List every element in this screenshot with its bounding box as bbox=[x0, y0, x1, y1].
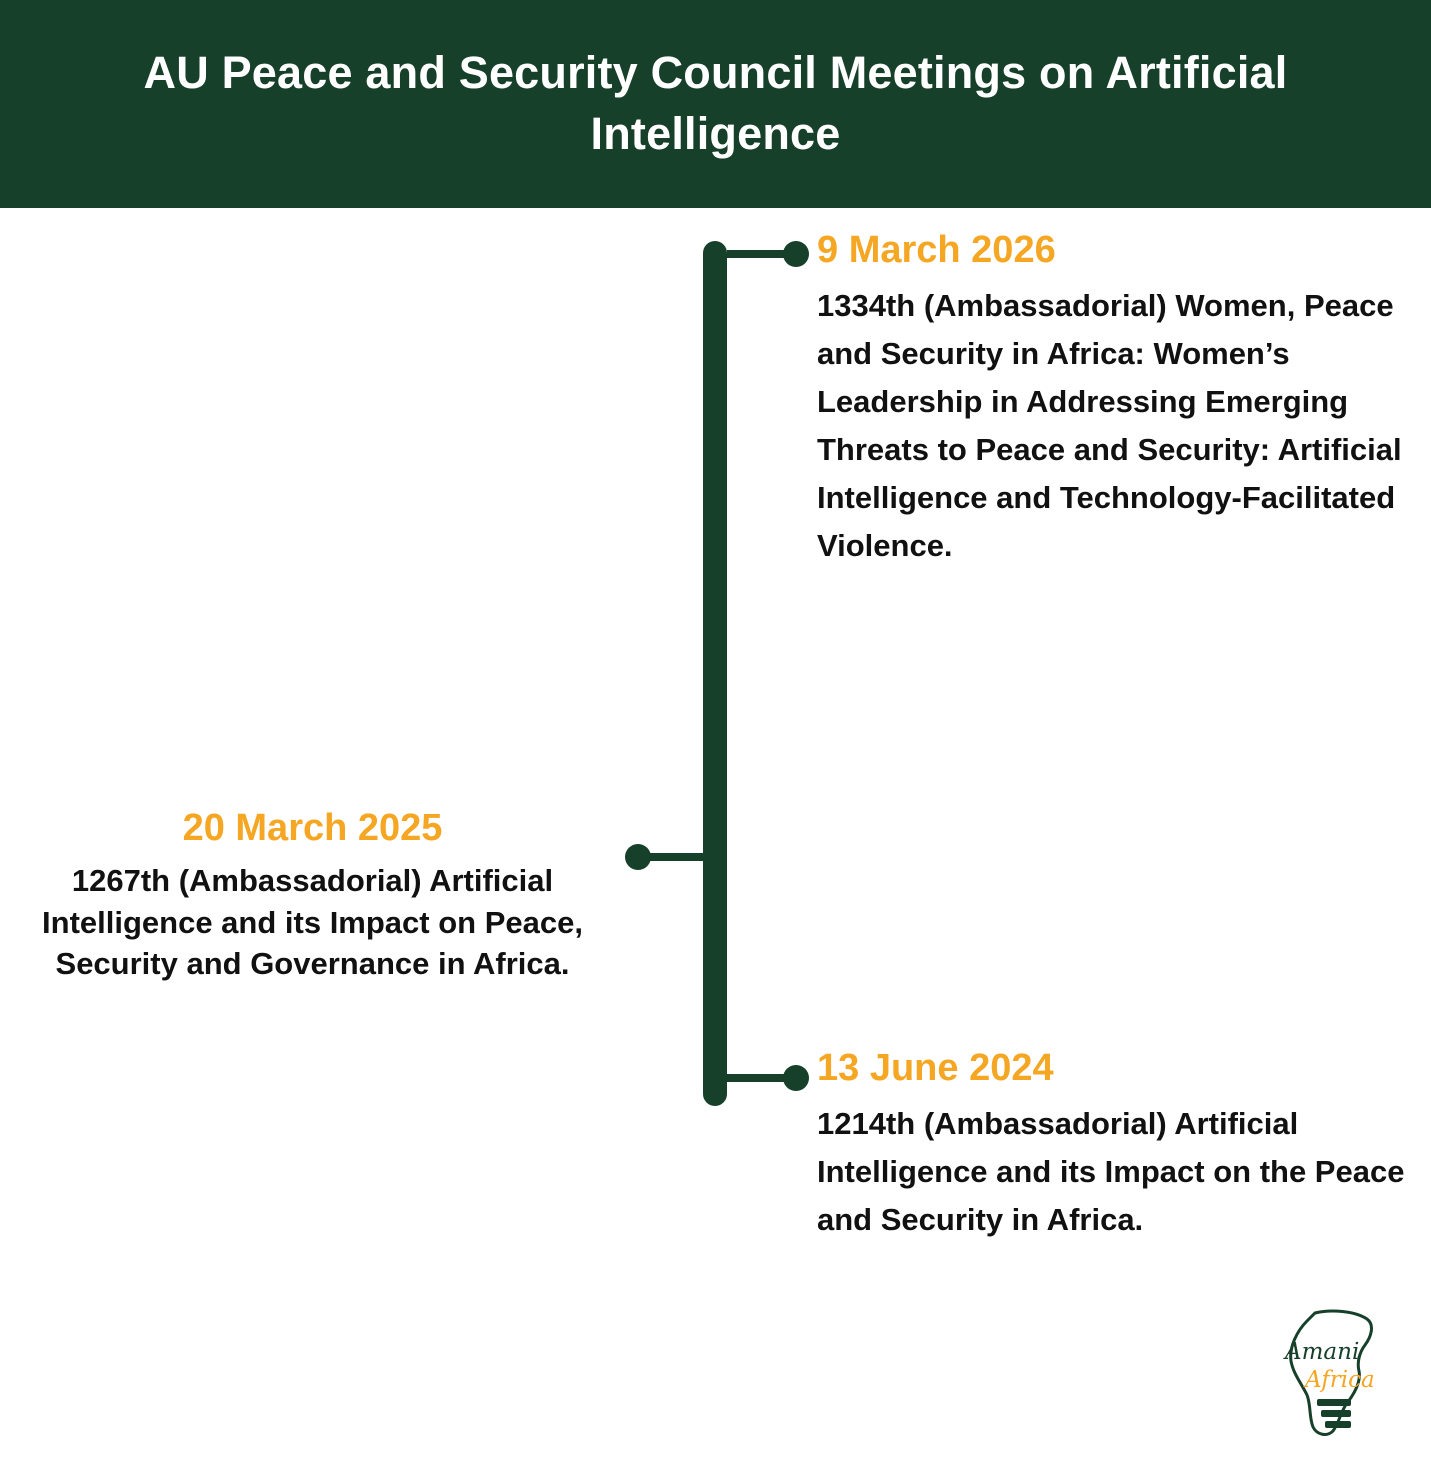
event-description: 1334th (Ambassadorial) Women, Peace and Security in Africa: Women’s Leadership in Addressing Emerging Threats to Peace and Security: Artificial Intelligence and Technology-Facilitated Violence. bbox=[817, 287, 1402, 564]
page-title: AU Peace and Security Council Meetings on Artificial Intelligence bbox=[143, 47, 1288, 159]
timeline-event-2024 bbox=[817, 1048, 1407, 1244]
event-date: 20 March 2025 bbox=[182, 807, 443, 849]
timeline-node-2026 bbox=[783, 241, 809, 267]
event-description: 1267th (Ambassadorial) Artificial Intelligence and its Impact on Peace, Security and Governance in Africa. bbox=[42, 862, 583, 982]
event-date: 13 June 2024 bbox=[817, 1047, 1054, 1089]
timeline-event-2026 bbox=[817, 230, 1407, 570]
logo-bars-icon bbox=[1317, 1399, 1351, 1428]
event-date: 9 March 2026 bbox=[817, 229, 1056, 271]
timeline bbox=[0, 208, 1431, 1461]
header-banner bbox=[0, 0, 1431, 208]
timeline-spine bbox=[703, 241, 727, 1106]
timeline-connector-2025 bbox=[648, 853, 708, 861]
timeline-node-2025 bbox=[625, 844, 651, 870]
timeline-node-2024 bbox=[783, 1065, 809, 1091]
event-description: 1214th (Ambassadorial) Artificial Intelligence and its Impact on the Peace and Security in Africa. bbox=[817, 1105, 1405, 1237]
amani-africa-logo bbox=[1271, 1307, 1399, 1439]
logo-text-amani: Amani bbox=[1285, 1339, 1360, 1365]
logo-text-africa: Africa bbox=[1305, 1367, 1375, 1393]
timeline-event-2025 bbox=[20, 808, 605, 985]
